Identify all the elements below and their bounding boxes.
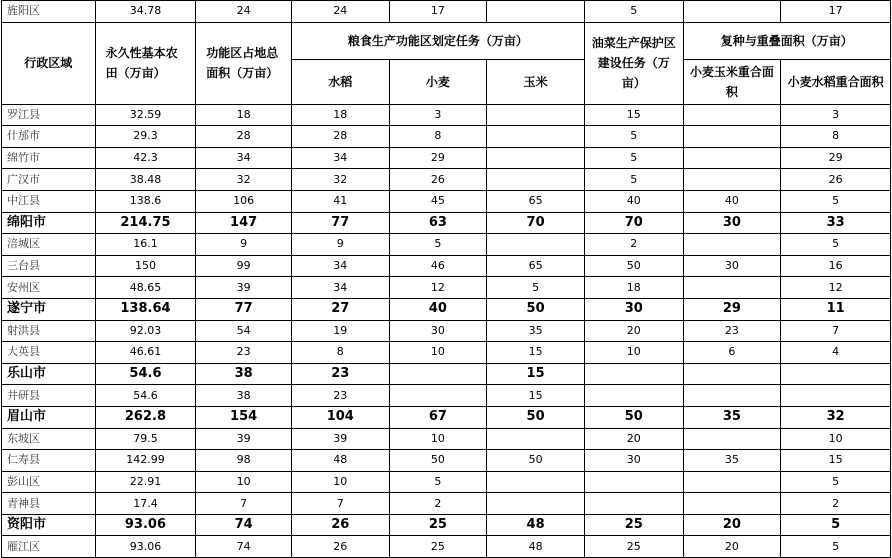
rapeseed-cell: 70 [584, 212, 683, 234]
wheat-rice-cell: 5 [781, 514, 891, 536]
function-area-cell: 9 [196, 234, 292, 256]
table-row [2, 147, 891, 169]
wheat-corn-cell: 30 [683, 255, 781, 277]
rice-cell: 26 [291, 536, 389, 558]
rice-cell: 32 [291, 169, 389, 191]
header-rice: 水稻 [291, 59, 389, 104]
wheat-corn-cell [683, 1, 781, 23]
function-area-cell: 154 [196, 406, 292, 428]
wheat-rice-cell [781, 385, 891, 407]
wheat-corn-cell [683, 104, 781, 126]
wheat-cell [389, 363, 487, 385]
region-cell: 绵阳市 [2, 212, 96, 234]
corn-cell: 15 [487, 385, 585, 407]
wheat-rice-cell: 3 [781, 104, 891, 126]
wheat-rice-cell: 29 [781, 147, 891, 169]
corn-cell: 65 [487, 190, 585, 212]
wheat-cell: 25 [389, 514, 487, 536]
corn-cell [487, 493, 585, 515]
wheat-cell: 45 [389, 190, 487, 212]
rice-cell: 24 [291, 1, 389, 23]
wheat-corn-cell [683, 363, 781, 385]
rapeseed-cell: 15 [584, 104, 683, 126]
header-row [2, 22, 891, 59]
function-area-cell: 99 [196, 255, 292, 277]
region-cell: 绵竹市 [2, 147, 96, 169]
wheat-corn-cell [683, 277, 781, 299]
wheat-cell: 12 [389, 277, 487, 299]
rapeseed-cell: 5 [584, 169, 683, 191]
wheat-corn-cell [683, 428, 781, 450]
corn-cell [487, 471, 585, 493]
table-row [2, 342, 891, 364]
corn-cell: 15 [487, 342, 585, 364]
rapeseed-cell: 25 [584, 514, 683, 536]
farmland-cell: 48.65 [95, 277, 196, 299]
table-row [2, 514, 891, 536]
wheat-corn-cell: 29 [683, 298, 781, 320]
wheat-corn-cell: 20 [683, 514, 781, 536]
farmland-cell: 214.75 [95, 212, 196, 234]
region-cell: 眉山市 [2, 406, 96, 428]
table-row [2, 104, 891, 126]
farmland-cell: 46.61 [95, 342, 196, 364]
wheat-rice-cell: 32 [781, 406, 891, 428]
rice-cell: 34 [291, 277, 389, 299]
rapeseed-cell: 5 [584, 126, 683, 148]
corn-cell: 65 [487, 255, 585, 277]
function-area-cell: 24 [196, 1, 292, 23]
rapeseed-cell: 20 [584, 428, 683, 450]
wheat-rice-cell [781, 363, 891, 385]
function-area-cell: 39 [196, 277, 292, 299]
wheat-cell: 3 [389, 104, 487, 126]
header-multi-group: 复种与重叠面积（万亩） [683, 22, 890, 59]
function-area-cell: 23 [196, 342, 292, 364]
farmland-cell: 138.64 [95, 298, 196, 320]
corn-cell: 15 [487, 363, 585, 385]
header-wheat-corn: 小麦玉米重合面积 [683, 59, 781, 104]
rice-cell: 104 [291, 406, 389, 428]
function-area-cell: 98 [196, 450, 292, 472]
rice-cell: 34 [291, 147, 389, 169]
region-cell: 遂宁市 [2, 298, 96, 320]
wheat-corn-cell [683, 385, 781, 407]
wheat-cell: 67 [389, 406, 487, 428]
rice-cell: 39 [291, 428, 389, 450]
wheat-rice-cell: 33 [781, 212, 891, 234]
farmland-cell: 262.8 [95, 406, 196, 428]
farmland-cell: 93.06 [95, 536, 196, 558]
wheat-cell: 40 [389, 298, 487, 320]
table-row [2, 255, 891, 277]
farmland-cell: 150 [95, 255, 196, 277]
header-wheat-rice: 小麦水稻重合面积 [781, 59, 891, 104]
wheat-rice-cell: 5 [781, 234, 891, 256]
header-rapeseed: 油菜生产保护区建设任务（万亩） [584, 22, 683, 104]
header-function-area: 功能区占地总面积（万亩） [196, 22, 292, 104]
rice-cell: 27 [291, 298, 389, 320]
function-area-cell: 74 [196, 536, 292, 558]
region-cell: 旌阳区 [2, 1, 96, 23]
wheat-cell [389, 385, 487, 407]
wheat-cell: 29 [389, 147, 487, 169]
rice-cell: 7 [291, 493, 389, 515]
farmland-cell: 92.03 [95, 320, 196, 342]
function-area-cell: 32 [196, 169, 292, 191]
farmland-cell: 34.78 [95, 1, 196, 23]
wheat-corn-cell [683, 493, 781, 515]
corn-cell: 50 [487, 406, 585, 428]
function-area-cell: 38 [196, 363, 292, 385]
region-cell: 什邡市 [2, 126, 96, 148]
table-row [2, 277, 891, 299]
rapeseed-cell: 25 [584, 536, 683, 558]
wheat-corn-cell [683, 169, 781, 191]
table-row [2, 126, 891, 148]
wheat-cell: 25 [389, 536, 487, 558]
rapeseed-cell: 5 [584, 147, 683, 169]
function-area-cell: 28 [196, 126, 292, 148]
table-row [2, 320, 891, 342]
region-cell: 涪城区 [2, 234, 96, 256]
wheat-corn-cell [683, 147, 781, 169]
header-farmland: 永久性基本农田（万亩） [95, 22, 196, 104]
region-cell: 东坡区 [2, 428, 96, 450]
wheat-corn-cell [683, 126, 781, 148]
wheat-cell: 63 [389, 212, 487, 234]
wheat-rice-cell: 4 [781, 342, 891, 364]
function-area-cell: 18 [196, 104, 292, 126]
farmland-cell: 138.6 [95, 190, 196, 212]
rapeseed-cell: 10 [584, 342, 683, 364]
table-row [2, 406, 891, 428]
rice-cell: 18 [291, 104, 389, 126]
rapeseed-cell: 50 [584, 255, 683, 277]
corn-cell [487, 104, 585, 126]
rice-cell: 9 [291, 234, 389, 256]
wheat-cell: 46 [389, 255, 487, 277]
function-area-cell: 10 [196, 471, 292, 493]
rapeseed-cell: 50 [584, 406, 683, 428]
wheat-rice-cell: 17 [781, 1, 891, 23]
rice-cell: 48 [291, 450, 389, 472]
table-row [2, 234, 891, 256]
region-cell: 青神县 [2, 493, 96, 515]
wheat-rice-cell: 5 [781, 471, 891, 493]
header-grain-group: 粮食生产功能区划定任务（万亩） [291, 22, 584, 59]
rice-cell: 8 [291, 342, 389, 364]
corn-cell: 35 [487, 320, 585, 342]
table-row [2, 471, 891, 493]
wheat-rice-cell: 5 [781, 536, 891, 558]
rice-cell: 10 [291, 471, 389, 493]
table-row [2, 493, 891, 515]
wheat-cell: 5 [389, 471, 487, 493]
rice-cell: 41 [291, 190, 389, 212]
rapeseed-cell: 30 [584, 450, 683, 472]
wheat-corn-cell: 20 [683, 536, 781, 558]
wheat-cell: 30 [389, 320, 487, 342]
rice-cell: 34 [291, 255, 389, 277]
wheat-rice-cell: 12 [781, 277, 891, 299]
farmland-cell: 32.59 [95, 104, 196, 126]
rapeseed-cell: 2 [584, 234, 683, 256]
farmland-cell: 29.3 [95, 126, 196, 148]
corn-cell [487, 428, 585, 450]
region-cell: 中江县 [2, 190, 96, 212]
rapeseed-cell [584, 471, 683, 493]
function-area-cell: 39 [196, 428, 292, 450]
region-cell: 乐山市 [2, 363, 96, 385]
rice-cell: 26 [291, 514, 389, 536]
wheat-rice-cell: 5 [781, 190, 891, 212]
wheat-corn-cell: 35 [683, 406, 781, 428]
region-cell: 大英县 [2, 342, 96, 364]
corn-cell: 5 [487, 277, 585, 299]
region-cell: 雁江区 [2, 536, 96, 558]
header-region: 行政区域 [2, 22, 96, 104]
table-row [2, 428, 891, 450]
table-row [2, 190, 891, 212]
wheat-cell: 5 [389, 234, 487, 256]
wheat-rice-cell: 11 [781, 298, 891, 320]
function-area-cell: 34 [196, 147, 292, 169]
wheat-rice-cell: 2 [781, 493, 891, 515]
wheat-corn-cell [683, 471, 781, 493]
table-row [2, 169, 891, 191]
function-area-cell: 77 [196, 298, 292, 320]
farmland-cell: 38.48 [95, 169, 196, 191]
region-cell: 三台县 [2, 255, 96, 277]
region-cell: 彭山区 [2, 471, 96, 493]
region-cell: 罗江县 [2, 104, 96, 126]
wheat-rice-cell: 10 [781, 428, 891, 450]
table-row [2, 1, 891, 23]
farmland-cell: 54.6 [95, 363, 196, 385]
corn-cell: 50 [487, 298, 585, 320]
farmland-cell: 142.99 [95, 450, 196, 472]
function-area-cell: 38 [196, 385, 292, 407]
wheat-rice-cell: 26 [781, 169, 891, 191]
table-body [2, 1, 891, 558]
corn-cell [487, 126, 585, 148]
rapeseed-cell: 5 [584, 1, 683, 23]
wheat-rice-cell: 7 [781, 320, 891, 342]
corn-cell: 70 [487, 212, 585, 234]
rice-cell: 23 [291, 385, 389, 407]
corn-cell [487, 234, 585, 256]
table-row [2, 385, 891, 407]
wheat-corn-cell: 6 [683, 342, 781, 364]
rice-cell: 28 [291, 126, 389, 148]
wheat-cell: 10 [389, 342, 487, 364]
rapeseed-cell [584, 385, 683, 407]
rice-cell: 23 [291, 363, 389, 385]
region-cell: 射洪县 [2, 320, 96, 342]
table-row [2, 212, 891, 234]
wheat-rice-cell: 16 [781, 255, 891, 277]
wheat-corn-cell [683, 234, 781, 256]
farmland-cell: 54.6 [95, 385, 196, 407]
region-cell: 资阳市 [2, 514, 96, 536]
table-row [2, 363, 891, 385]
corn-cell: 50 [487, 450, 585, 472]
corn-cell: 48 [487, 536, 585, 558]
rapeseed-cell [584, 363, 683, 385]
wheat-corn-cell: 30 [683, 212, 781, 234]
rice-cell: 19 [291, 320, 389, 342]
region-cell: 仁寿县 [2, 450, 96, 472]
wheat-cell: 17 [389, 1, 487, 23]
farmland-cell: 79.5 [95, 428, 196, 450]
corn-cell [487, 1, 585, 23]
function-area-cell: 7 [196, 493, 292, 515]
region-cell: 广汉市 [2, 169, 96, 191]
rice-cell: 77 [291, 212, 389, 234]
header-corn: 玉米 [487, 59, 585, 104]
rapeseed-cell [584, 493, 683, 515]
rapeseed-cell: 40 [584, 190, 683, 212]
function-area-cell: 74 [196, 514, 292, 536]
rapeseed-cell: 20 [584, 320, 683, 342]
rapeseed-cell: 30 [584, 298, 683, 320]
table-row [2, 450, 891, 472]
wheat-corn-cell: 23 [683, 320, 781, 342]
farmland-cell: 22.91 [95, 471, 196, 493]
function-area-cell: 147 [196, 212, 292, 234]
function-area-cell: 106 [196, 190, 292, 212]
region-cell: 井研县 [2, 385, 96, 407]
wheat-rice-cell: 15 [781, 450, 891, 472]
region-cell: 安州区 [2, 277, 96, 299]
header-wheat: 小麦 [389, 59, 487, 104]
table-row [2, 536, 891, 558]
table-row [2, 298, 891, 320]
farmland-task-table [1, 0, 891, 558]
farmland-cell: 17.4 [95, 493, 196, 515]
rapeseed-cell: 18 [584, 277, 683, 299]
farmland-cell: 93.06 [95, 514, 196, 536]
wheat-cell: 2 [389, 493, 487, 515]
farmland-cell: 16.1 [95, 234, 196, 256]
corn-cell [487, 147, 585, 169]
wheat-cell: 50 [389, 450, 487, 472]
wheat-cell: 8 [389, 126, 487, 148]
corn-cell: 48 [487, 514, 585, 536]
wheat-cell: 10 [389, 428, 487, 450]
wheat-corn-cell: 35 [683, 450, 781, 472]
wheat-rice-cell: 8 [781, 126, 891, 148]
function-area-cell: 54 [196, 320, 292, 342]
wheat-cell: 26 [389, 169, 487, 191]
farmland-cell: 42.3 [95, 147, 196, 169]
wheat-corn-cell: 40 [683, 190, 781, 212]
corn-cell [487, 169, 585, 191]
